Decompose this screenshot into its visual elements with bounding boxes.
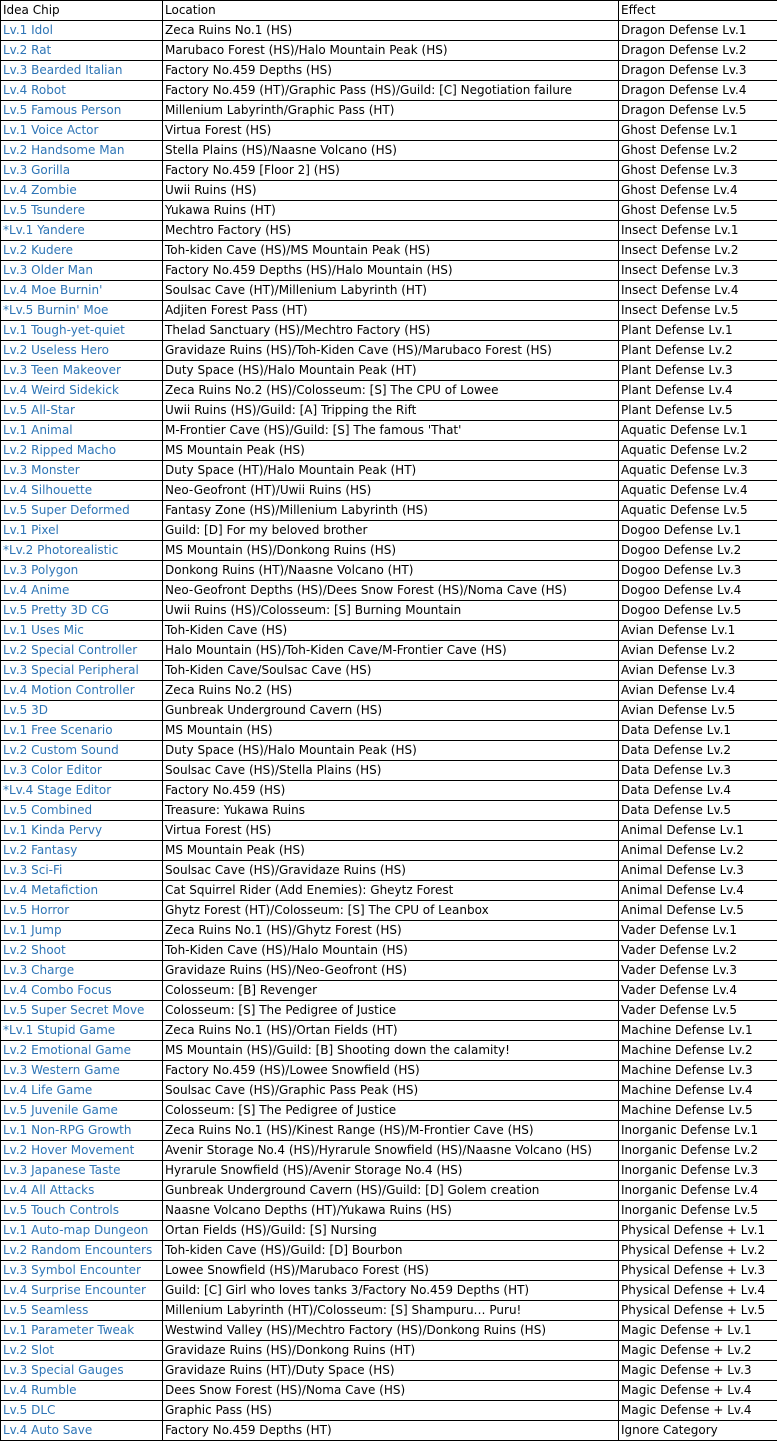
location-cell: Zeca Ruins No.1 (HS)/Kinest Range (HS)/M-Frontier Cave (HS) bbox=[163, 1121, 619, 1141]
chip-cell: Lv.3 Monster bbox=[1, 461, 163, 481]
location-cell: MS Mountain Peak (HS) bbox=[163, 841, 619, 861]
effect-cell: Machine Defense Lv.3 bbox=[619, 1061, 777, 1081]
location-cell: Soulsac Cave (HS)/Graphic Pass Peak (HS) bbox=[163, 1081, 619, 1101]
effect-cell: Physical Defense + Lv.3 bbox=[619, 1261, 777, 1281]
effect-cell: Plant Defense Lv.3 bbox=[619, 361, 777, 381]
effect-cell: Machine Defense Lv.5 bbox=[619, 1101, 777, 1121]
effect-cell: Inorganic Defense Lv.3 bbox=[619, 1161, 777, 1181]
table-row bbox=[1, 1141, 777, 1161]
effect-cell: Machine Defense Lv.4 bbox=[619, 1081, 777, 1101]
effect-cell: Plant Defense Lv.5 bbox=[619, 401, 777, 421]
effect-cell: Data Defense Lv.4 bbox=[619, 781, 777, 801]
table-row bbox=[1, 521, 777, 541]
effect-cell: Aquatic Defense Lv.2 bbox=[619, 441, 777, 461]
chip-cell: Lv.5 Famous Person bbox=[1, 101, 163, 121]
location-cell: Colosseum: [S] The Pedigree of Justice bbox=[163, 1101, 619, 1121]
effect-cell: Dragon Defense Lv.2 bbox=[619, 41, 777, 61]
effect-cell: Avian Defense Lv.4 bbox=[619, 681, 777, 701]
location-cell: Millenium Labyrinth (HT)/Colosseum: [S] Shampuru… Puru! bbox=[163, 1301, 619, 1321]
effect-cell: Vader Defense Lv.1 bbox=[619, 921, 777, 941]
effect-cell: Animal Defense Lv.4 bbox=[619, 881, 777, 901]
chip-cell: Lv.4 Surprise Encounter bbox=[1, 1281, 163, 1301]
location-cell: Duty Space (HT)/Halo Mountain Peak (HT) bbox=[163, 461, 619, 481]
chip-cell: Lv.3 Color Editor bbox=[1, 761, 163, 781]
location-cell: Factory No.459 (HT)/Graphic Pass (HS)/Guild: [C] Negotiation failure bbox=[163, 81, 619, 101]
chip-cell: Lv.4 Weird Sidekick bbox=[1, 381, 163, 401]
chip-cell: Lv.2 Useless Hero bbox=[1, 341, 163, 361]
chip-cell: Lv.1 Parameter Tweak bbox=[1, 1321, 163, 1341]
table-row bbox=[1, 181, 777, 201]
chip-cell: Lv.4 Zombie bbox=[1, 181, 163, 201]
location-cell: Gravidaze Ruins (HT)/Duty Space (HS) bbox=[163, 1361, 619, 1381]
effect-cell: Physical Defense + Lv.2 bbox=[619, 1241, 777, 1261]
location-cell: Yukawa Ruins (HT) bbox=[163, 201, 619, 221]
effect-cell: Physical Defense + Lv.5 bbox=[619, 1301, 777, 1321]
chip-cell: Lv.3 Western Game bbox=[1, 1061, 163, 1081]
table-row bbox=[1, 781, 777, 801]
chip-cell: Lv.1 Free Scenario bbox=[1, 721, 163, 741]
table-row bbox=[1, 661, 777, 681]
effect-cell: Dogoo Defense Lv.4 bbox=[619, 581, 777, 601]
effect-cell: Ignore Category bbox=[619, 1421, 777, 1441]
chip-cell: Lv.5 Super Deformed bbox=[1, 501, 163, 521]
location-cell: Factory No.459 [Floor 2] (HS) bbox=[163, 161, 619, 181]
table-row bbox=[1, 461, 777, 481]
table-row bbox=[1, 1161, 777, 1181]
location-cell: Duty Space (HS)/Halo Mountain Peak (HS) bbox=[163, 741, 619, 761]
effect-cell: Aquatic Defense Lv.1 bbox=[619, 421, 777, 441]
effect-cell: Insect Defense Lv.3 bbox=[619, 261, 777, 281]
location-cell: Guild: [D] For my beloved brother bbox=[163, 521, 619, 541]
effect-cell: Magic Defense + Lv.2 bbox=[619, 1341, 777, 1361]
chip-cell: Lv.4 Combo Focus bbox=[1, 981, 163, 1001]
effect-cell: Animal Defense Lv.5 bbox=[619, 901, 777, 921]
location-cell: M-Frontier Cave (HS)/Guild: [S] The famous 'That' bbox=[163, 421, 619, 441]
header-row bbox=[1, 1, 777, 21]
location-cell: Gravidaze Ruins (HS)/Neo-Geofront (HS) bbox=[163, 961, 619, 981]
effect-cell: Ghost Defense Lv.2 bbox=[619, 141, 777, 161]
table-row bbox=[1, 1041, 777, 1061]
location-cell: Toh-kiden Cave (HS)/Guild: [D] Bourbon bbox=[163, 1241, 619, 1261]
effect-cell: Animal Defense Lv.3 bbox=[619, 861, 777, 881]
header-location: Location bbox=[163, 1, 619, 21]
table-row bbox=[1, 721, 777, 741]
table-row bbox=[1, 121, 777, 141]
table-row bbox=[1, 741, 777, 761]
chip-cell: Lv.1 Voice Actor bbox=[1, 121, 163, 141]
table-row bbox=[1, 141, 777, 161]
chip-cell: *Lv.2 Photorealistic bbox=[1, 541, 163, 561]
location-cell: Uwii Ruins (HS) bbox=[163, 181, 619, 201]
table-row bbox=[1, 261, 777, 281]
chip-cell: Lv.5 Tsundere bbox=[1, 201, 163, 221]
table-row bbox=[1, 221, 777, 241]
table-row bbox=[1, 941, 777, 961]
effect-cell: Dogoo Defense Lv.1 bbox=[619, 521, 777, 541]
location-cell: Thelad Sanctuary (HS)/Mechtro Factory (HS) bbox=[163, 321, 619, 341]
location-cell: Toh-Kiden Cave/Soulsac Cave (HS) bbox=[163, 661, 619, 681]
table-row bbox=[1, 1341, 777, 1361]
chip-cell: Lv.2 Rat bbox=[1, 41, 163, 61]
chip-cell: *Lv.5 Burnin' Moe bbox=[1, 301, 163, 321]
location-cell: Millenium Labyrinth/Graphic Pass (HT) bbox=[163, 101, 619, 121]
chip-cell: Lv.5 DLC bbox=[1, 1401, 163, 1421]
chip-cell: Lv.1 Animal bbox=[1, 421, 163, 441]
table-row bbox=[1, 921, 777, 941]
effect-cell: Machine Defense Lv.2 bbox=[619, 1041, 777, 1061]
chip-cell: Lv.1 Tough-yet-quiet bbox=[1, 321, 163, 341]
chip-cell: Lv.1 Non-RPG Growth bbox=[1, 1121, 163, 1141]
table-row bbox=[1, 1361, 777, 1381]
chip-cell: Lv.2 Shoot bbox=[1, 941, 163, 961]
table-row bbox=[1, 421, 777, 441]
effect-cell: Inorganic Defense Lv.5 bbox=[619, 1201, 777, 1221]
location-cell: Mechtro Factory (HS) bbox=[163, 221, 619, 241]
location-cell: Toh-Kiden Cave (HS) bbox=[163, 621, 619, 641]
chip-cell: Lv.2 Random Encounters bbox=[1, 1241, 163, 1261]
location-cell: Fantasy Zone (HS)/Millenium Labyrinth (HS) bbox=[163, 501, 619, 521]
chip-cell: Lv.3 Bearded Italian bbox=[1, 61, 163, 81]
location-cell: Factory No.459 Depths (HT) bbox=[163, 1421, 619, 1441]
effect-cell: Vader Defense Lv.5 bbox=[619, 1001, 777, 1021]
effect-cell: Plant Defense Lv.1 bbox=[619, 321, 777, 341]
chip-cell: Lv.5 All-Star bbox=[1, 401, 163, 421]
table-row bbox=[1, 1101, 777, 1121]
chip-cell: Lv.4 Rumble bbox=[1, 1381, 163, 1401]
location-cell: MS Mountain (HS) bbox=[163, 721, 619, 741]
location-cell: Avenir Storage No.4 (HS)/Hyrarule Snowfield (HS)/Naasne Volcano (HS) bbox=[163, 1141, 619, 1161]
table-row bbox=[1, 681, 777, 701]
chip-cell: Lv.5 Combined bbox=[1, 801, 163, 821]
chip-cell: Lv.5 3D bbox=[1, 701, 163, 721]
table-row bbox=[1, 621, 777, 641]
effect-cell: Inorganic Defense Lv.4 bbox=[619, 1181, 777, 1201]
location-cell: Treasure: Yukawa Ruins bbox=[163, 801, 619, 821]
chip-cell: Lv.3 Sci-Fi bbox=[1, 861, 163, 881]
effect-cell: Dragon Defense Lv.1 bbox=[619, 21, 777, 41]
table-row bbox=[1, 441, 777, 461]
chip-cell: Lv.4 Life Game bbox=[1, 1081, 163, 1101]
chip-cell: Lv.1 Pixel bbox=[1, 521, 163, 541]
location-cell: Graphic Pass (HS) bbox=[163, 1401, 619, 1421]
table-row bbox=[1, 581, 777, 601]
chip-cell: Lv.2 Emotional Game bbox=[1, 1041, 163, 1061]
effect-cell: Data Defense Lv.3 bbox=[619, 761, 777, 781]
chip-cell: Lv.5 Horror bbox=[1, 901, 163, 921]
location-cell: Factory No.459 Depths (HS) bbox=[163, 61, 619, 81]
effect-cell: Dragon Defense Lv.5 bbox=[619, 101, 777, 121]
table-row bbox=[1, 761, 777, 781]
effect-cell: Data Defense Lv.2 bbox=[619, 741, 777, 761]
location-cell: Cat Squirrel Rider (Add Enemies): Gheytz Forest bbox=[163, 881, 619, 901]
table-row bbox=[1, 861, 777, 881]
table-row bbox=[1, 381, 777, 401]
table-row bbox=[1, 901, 777, 921]
location-cell: Soulsac Cave (HS)/Stella Plains (HS) bbox=[163, 761, 619, 781]
table-row bbox=[1, 341, 777, 361]
chip-cell: Lv.4 Metafiction bbox=[1, 881, 163, 901]
location-cell: Duty Space (HS)/Halo Mountain Peak (HT) bbox=[163, 361, 619, 381]
location-cell: Soulsac Cave (HS)/Gravidaze Ruins (HS) bbox=[163, 861, 619, 881]
table-row bbox=[1, 1201, 777, 1221]
table-row bbox=[1, 1001, 777, 1021]
chip-cell: *Lv.4 Stage Editor bbox=[1, 781, 163, 801]
chip-cell: Lv.3 Japanese Taste bbox=[1, 1161, 163, 1181]
table-row bbox=[1, 1241, 777, 1261]
table-row bbox=[1, 701, 777, 721]
effect-cell: Aquatic Defense Lv.4 bbox=[619, 481, 777, 501]
effect-cell: Plant Defense Lv.4 bbox=[619, 381, 777, 401]
table-row bbox=[1, 841, 777, 861]
table-row bbox=[1, 641, 777, 661]
effect-cell: Avian Defense Lv.1 bbox=[619, 621, 777, 641]
effect-cell: Insect Defense Lv.2 bbox=[619, 241, 777, 261]
location-cell: Naasne Volcano Depths (HT)/Yukawa Ruins (HS) bbox=[163, 1201, 619, 1221]
chip-cell: Lv.3 Special Peripheral bbox=[1, 661, 163, 681]
location-cell: Zeca Ruins No.2 (HS)/Colosseum: [S] The CPU of Lowee bbox=[163, 381, 619, 401]
chip-cell: Lv.1 Jump bbox=[1, 921, 163, 941]
effect-cell: Inorganic Defense Lv.2 bbox=[619, 1141, 777, 1161]
location-cell: Zeca Ruins No.1 (HS)/Ghytz Forest (HS) bbox=[163, 921, 619, 941]
chip-cell: Lv.2 Special Controller bbox=[1, 641, 163, 661]
location-cell: Gunbreak Underground Cavern (HS)/Guild: [D] Golem creation bbox=[163, 1181, 619, 1201]
table-body bbox=[1, 21, 777, 1441]
table-row bbox=[1, 1181, 777, 1201]
chip-cell: Lv.1 Auto-map Dungeon bbox=[1, 1221, 163, 1241]
table-row bbox=[1, 161, 777, 181]
effect-cell: Avian Defense Lv.2 bbox=[619, 641, 777, 661]
location-cell: Gravidaze Ruins (HS)/Toh-Kiden Cave (HS)/Marubaco Forest (HS) bbox=[163, 341, 619, 361]
effect-cell: Insect Defense Lv.5 bbox=[619, 301, 777, 321]
effect-cell: Aquatic Defense Lv.3 bbox=[619, 461, 777, 481]
effect-cell: Physical Defense + Lv.1 bbox=[619, 1221, 777, 1241]
table-row bbox=[1, 961, 777, 981]
location-cell: Ghytz Forest (HT)/Colosseum: [S] The CPU of Leanbox bbox=[163, 901, 619, 921]
table-row bbox=[1, 1121, 777, 1141]
table-row bbox=[1, 981, 777, 1001]
effect-cell: Avian Defense Lv.3 bbox=[619, 661, 777, 681]
table-row bbox=[1, 1321, 777, 1341]
location-cell: Halo Mountain (HS)/Toh-Kiden Cave/M-Frontier Cave (HS) bbox=[163, 641, 619, 661]
location-cell: Zeca Ruins No.1 (HS)/Ortan Fields (HT) bbox=[163, 1021, 619, 1041]
table-row bbox=[1, 1061, 777, 1081]
location-cell: Hyrarule Snowfield (HS)/Avenir Storage No.4 (HS) bbox=[163, 1161, 619, 1181]
table-row bbox=[1, 801, 777, 821]
effect-cell: Dogoo Defense Lv.3 bbox=[619, 561, 777, 581]
location-cell: Neo-Geofront (HT)/Uwii Ruins (HS) bbox=[163, 481, 619, 501]
chip-cell: Lv.4 Anime bbox=[1, 581, 163, 601]
table-row bbox=[1, 201, 777, 221]
location-cell: Guild: [C] Girl who loves tanks 3/Factory No.459 Depths (HT) bbox=[163, 1281, 619, 1301]
table-row bbox=[1, 1381, 777, 1401]
chip-cell: Lv.1 Uses Mic bbox=[1, 621, 163, 641]
chip-cell: Lv.2 Hover Movement bbox=[1, 1141, 163, 1161]
effect-cell: Data Defense Lv.5 bbox=[619, 801, 777, 821]
chip-cell: Lv.4 Robot bbox=[1, 81, 163, 101]
effect-cell: Magic Defense + Lv.4 bbox=[619, 1401, 777, 1421]
chip-cell: Lv.3 Teen Makeover bbox=[1, 361, 163, 381]
table-row bbox=[1, 1281, 777, 1301]
table-row bbox=[1, 401, 777, 421]
location-cell: Virtua Forest (HS) bbox=[163, 121, 619, 141]
table-row bbox=[1, 821, 777, 841]
table-row bbox=[1, 501, 777, 521]
location-cell: Uwii Ruins (HS)/Colosseum: [S] Burning Mountain bbox=[163, 601, 619, 621]
table-row bbox=[1, 61, 777, 81]
effect-cell: Aquatic Defense Lv.5 bbox=[619, 501, 777, 521]
effect-cell: Vader Defense Lv.2 bbox=[619, 941, 777, 961]
chip-cell: Lv.4 Moe Burnin' bbox=[1, 281, 163, 301]
table-row bbox=[1, 601, 777, 621]
chip-cell: Lv.5 Super Secret Move bbox=[1, 1001, 163, 1021]
chip-cell: Lv.3 Older Man bbox=[1, 261, 163, 281]
chip-cell: Lv.2 Slot bbox=[1, 1341, 163, 1361]
chip-cell: Lv.4 Motion Controller bbox=[1, 681, 163, 701]
location-cell: Dees Snow Forest (HS)/Noma Cave (HS) bbox=[163, 1381, 619, 1401]
effect-cell: Data Defense Lv.1 bbox=[619, 721, 777, 741]
chip-cell: Lv.2 Ripped Macho bbox=[1, 441, 163, 461]
chip-cell: Lv.3 Symbol Encounter bbox=[1, 1261, 163, 1281]
table-row bbox=[1, 1261, 777, 1281]
location-cell: Colosseum: [B] Revenger bbox=[163, 981, 619, 1001]
location-cell: MS Mountain (HS)/Donkong Ruins (HS) bbox=[163, 541, 619, 561]
effect-cell: Avian Defense Lv.5 bbox=[619, 701, 777, 721]
effect-cell: Inorganic Defense Lv.1 bbox=[619, 1121, 777, 1141]
effect-cell: Animal Defense Lv.1 bbox=[619, 821, 777, 841]
effect-cell: Insect Defense Lv.1 bbox=[619, 221, 777, 241]
table-row bbox=[1, 81, 777, 101]
chip-cell: *Lv.1 Stupid Game bbox=[1, 1021, 163, 1041]
chip-cell: Lv.3 Special Gauges bbox=[1, 1361, 163, 1381]
chip-cell: Lv.3 Charge bbox=[1, 961, 163, 981]
location-cell: Lowee Snowfield (HS)/Marubaco Forest (HS) bbox=[163, 1261, 619, 1281]
effect-cell: Insect Defense Lv.4 bbox=[619, 281, 777, 301]
effect-cell: Ghost Defense Lv.1 bbox=[619, 121, 777, 141]
location-cell: Uwii Ruins (HS)/Guild: [A] Tripping the Rift bbox=[163, 401, 619, 421]
effect-cell: Vader Defense Lv.3 bbox=[619, 961, 777, 981]
effect-cell: Machine Defense Lv.1 bbox=[619, 1021, 777, 1041]
chip-cell: Lv.1 Kinda Pervy bbox=[1, 821, 163, 841]
table-row bbox=[1, 101, 777, 121]
table-row bbox=[1, 1421, 777, 1441]
table-row bbox=[1, 1081, 777, 1101]
table-row bbox=[1, 21, 777, 41]
table-row bbox=[1, 281, 777, 301]
chip-cell: *Lv.1 Yandere bbox=[1, 221, 163, 241]
chip-cell: Lv.5 Pretty 3D CG bbox=[1, 601, 163, 621]
header-effect: Effect bbox=[619, 1, 777, 21]
chip-cell: Lv.5 Touch Controls bbox=[1, 1201, 163, 1221]
table-row bbox=[1, 541, 777, 561]
chip-cell: Lv.4 All Attacks bbox=[1, 1181, 163, 1201]
effect-cell: Dragon Defense Lv.4 bbox=[619, 81, 777, 101]
chip-cell: Lv.4 Auto Save bbox=[1, 1421, 163, 1441]
chip-cell: Lv.3 Polygon bbox=[1, 561, 163, 581]
location-cell: Westwind Valley (HS)/Mechtro Factory (HS)/Donkong Ruins (HS) bbox=[163, 1321, 619, 1341]
effect-cell: Magic Defense + Lv.3 bbox=[619, 1361, 777, 1381]
location-cell: Virtua Forest (HS) bbox=[163, 821, 619, 841]
chip-cell: Lv.2 Kudere bbox=[1, 241, 163, 261]
effect-cell: Magic Defense + Lv.4 bbox=[619, 1381, 777, 1401]
table-row bbox=[1, 561, 777, 581]
location-cell: Adjiten Forest Pass (HT) bbox=[163, 301, 619, 321]
location-cell: Stella Plains (HS)/Naasne Volcano (HS) bbox=[163, 141, 619, 161]
location-cell: Donkong Ruins (HT)/Naasne Volcano (HT) bbox=[163, 561, 619, 581]
table-row bbox=[1, 1401, 777, 1421]
location-cell: Gravidaze Ruins (HS)/Donkong Ruins (HT) bbox=[163, 1341, 619, 1361]
location-cell: Ortan Fields (HS)/Guild: [S] Nursing bbox=[163, 1221, 619, 1241]
effect-cell: Ghost Defense Lv.4 bbox=[619, 181, 777, 201]
table-row bbox=[1, 41, 777, 61]
effect-cell: Ghost Defense Lv.3 bbox=[619, 161, 777, 181]
location-cell: Factory No.459 (HS) bbox=[163, 781, 619, 801]
effect-cell: Vader Defense Lv.4 bbox=[619, 981, 777, 1001]
chip-cell: Lv.2 Handsome Man bbox=[1, 141, 163, 161]
effect-cell: Dragon Defense Lv.3 bbox=[619, 61, 777, 81]
location-cell: Factory No.459 Depths (HS)/Halo Mountain (HS) bbox=[163, 261, 619, 281]
location-cell: Zeca Ruins No.1 (HS) bbox=[163, 21, 619, 41]
effect-cell: Ghost Defense Lv.5 bbox=[619, 201, 777, 221]
location-cell: Marubaco Forest (HS)/Halo Mountain Peak (HS) bbox=[163, 41, 619, 61]
table-row bbox=[1, 361, 777, 381]
table-row bbox=[1, 321, 777, 341]
location-cell: MS Mountain (HS)/Guild: [B] Shooting down the calamity! bbox=[163, 1041, 619, 1061]
effect-cell: Dogoo Defense Lv.5 bbox=[619, 601, 777, 621]
location-cell: Colosseum: [S] The Pedigree of Justice bbox=[163, 1001, 619, 1021]
table-row bbox=[1, 1221, 777, 1241]
chip-cell: Lv.2 Custom Sound bbox=[1, 741, 163, 761]
chip-cell: Lv.4 Silhouette bbox=[1, 481, 163, 501]
location-cell: Neo-Geofront Depths (HS)/Dees Snow Forest (HS)/Noma Cave (HS) bbox=[163, 581, 619, 601]
location-cell: Factory No.459 (HS)/Lowee Snowfield (HS) bbox=[163, 1061, 619, 1081]
table-row bbox=[1, 881, 777, 901]
location-cell: Toh-Kiden Cave (HS)/Halo Mountain (HS) bbox=[163, 941, 619, 961]
location-cell: Toh-kiden Cave (HS)/MS Mountain Peak (HS) bbox=[163, 241, 619, 261]
table-row bbox=[1, 481, 777, 501]
location-cell: Soulsac Cave (HT)/Millenium Labyrinth (HT) bbox=[163, 281, 619, 301]
chip-cell: Lv.5 Juvenile Game bbox=[1, 1101, 163, 1121]
chip-cell: Lv.1 Idol bbox=[1, 21, 163, 41]
effect-cell: Physical Defense + Lv.4 bbox=[619, 1281, 777, 1301]
effect-cell: Plant Defense Lv.2 bbox=[619, 341, 777, 361]
effect-cell: Animal Defense Lv.2 bbox=[619, 841, 777, 861]
location-cell: MS Mountain Peak (HS) bbox=[163, 441, 619, 461]
table-row bbox=[1, 241, 777, 261]
effect-cell: Magic Defense + Lv.1 bbox=[619, 1321, 777, 1341]
location-cell: Zeca Ruins No.2 (HS) bbox=[163, 681, 619, 701]
location-cell: Gunbreak Underground Cavern (HS) bbox=[163, 701, 619, 721]
table-row bbox=[1, 301, 777, 321]
effect-cell: Dogoo Defense Lv.2 bbox=[619, 541, 777, 561]
chip-cell: Lv.2 Fantasy bbox=[1, 841, 163, 861]
chip-cell: Lv.3 Gorilla bbox=[1, 161, 163, 181]
chip-cell: Lv.5 Seamless bbox=[1, 1301, 163, 1321]
header-idea-chip: Idea Chip bbox=[1, 1, 163, 21]
table-row bbox=[1, 1301, 777, 1321]
table-row bbox=[1, 1021, 777, 1041]
